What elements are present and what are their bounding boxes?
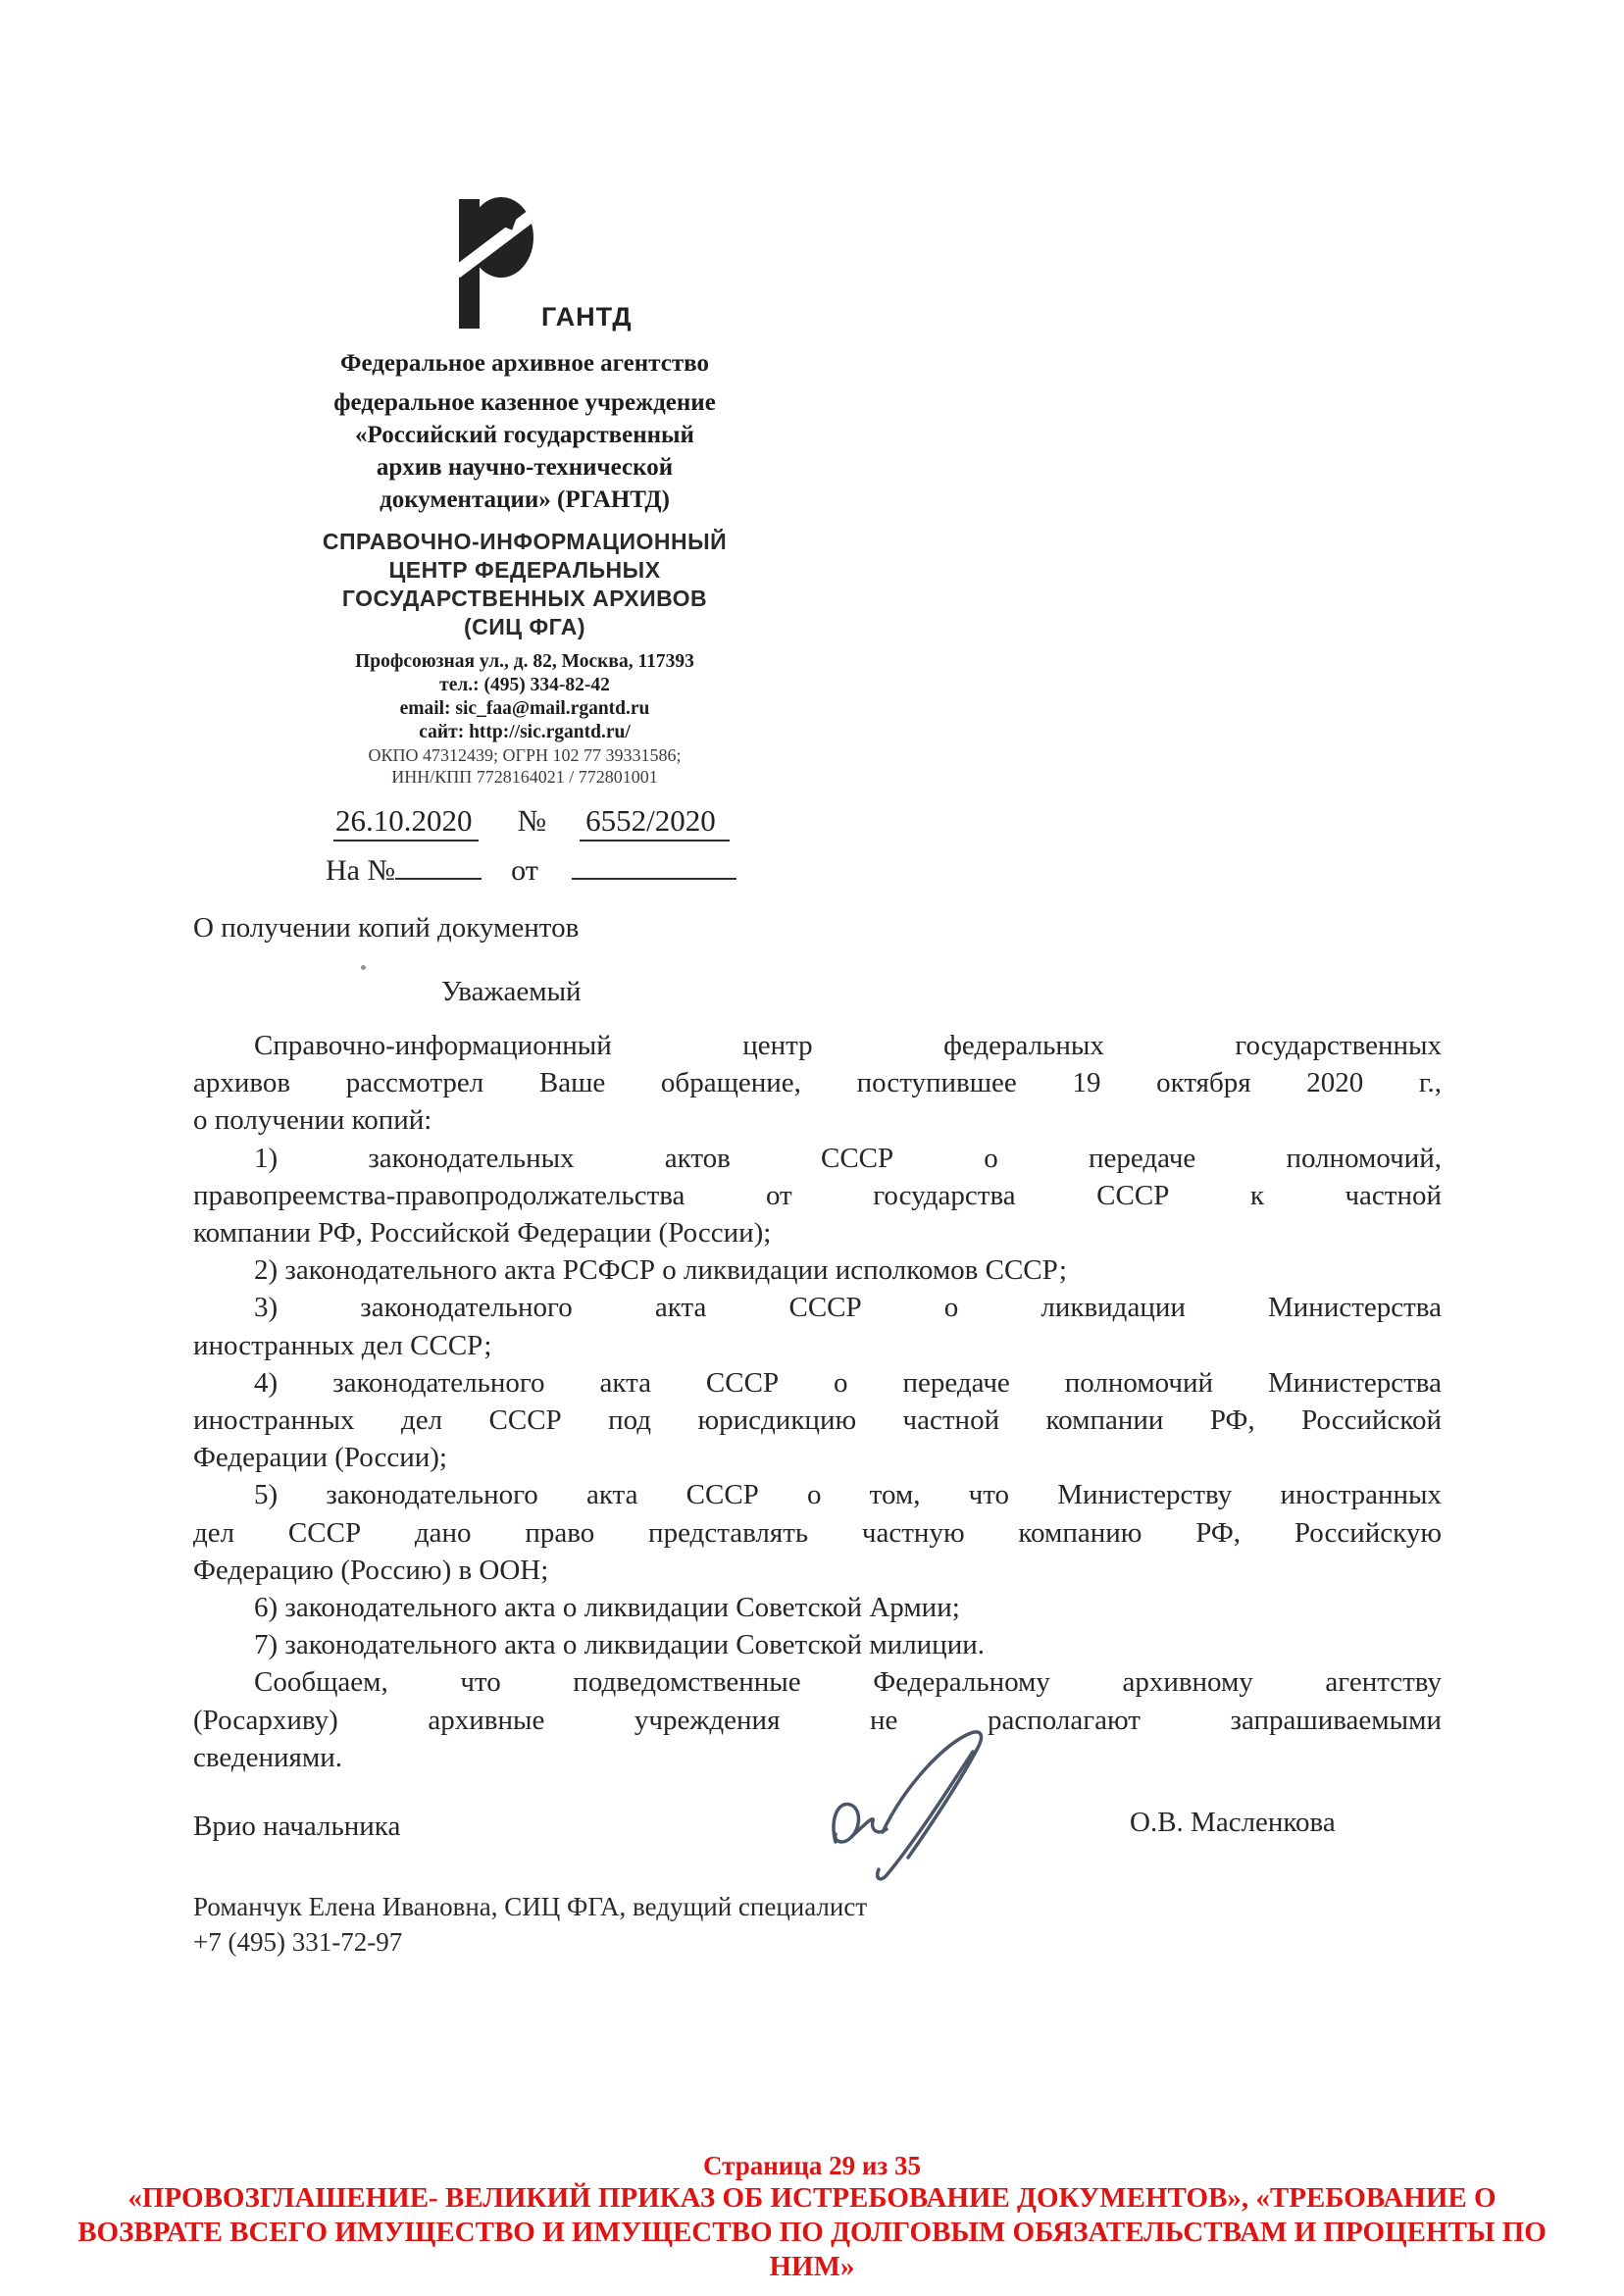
footer-title-line: НИМ» (769, 2251, 855, 2282)
institution-line: федеральное казенное учреждение (333, 389, 716, 416)
reference-row (265, 848, 785, 888)
ref-from-label: от (511, 854, 538, 887)
scan-speck (361, 965, 366, 970)
body-line: 1) законодательных актов СССР о передаче полномочий, (254, 1142, 1442, 1174)
ref-number-blank (395, 848, 482, 880)
footer-title-line: ВОЗВРАТЕ ВСЕГО ИМУЩЕСТВО И ИМУЩЕСТВО ПО ДОЛГОВЫМ ОБЯЗАТЕЛЬСТВАМ И ПРОЦЕНТЫ ПО (77, 2217, 1547, 2248)
body-line: 6) законодательного акта о ликвидации Советской Армии; (254, 1592, 960, 1624)
body-line: Сообщаем, что подведомственные Федеральному архивному агентству (254, 1666, 1442, 1699)
letter-date: 26.10.2020 (333, 803, 479, 842)
inn-kpp-line: ИНН/КПП 7728164021 / 772801001 (391, 767, 658, 787)
body-line: 4) законодательного акта СССР о передаче полномочий Министерства (254, 1366, 1442, 1399)
body-line: о получении копий: (193, 1104, 432, 1137)
salutation: Уважаемый (441, 976, 582, 1007)
institution-line: документации» (РГАНТД) (380, 486, 670, 513)
body-line: правопреемства-правопродолжательства от государства СССР к частной (193, 1179, 1442, 1211)
date-number-row (265, 803, 785, 842)
okpo-ogrn-line: ОКПО 47312439; ОГРН 102 77 39331586; (368, 745, 682, 765)
institution-line: «Российский государственный (355, 422, 694, 448)
letter-number: 6552/2020 (580, 803, 730, 842)
ref-date-blank (572, 848, 736, 880)
body-line: 2) законодательного акта РСФСР о ликвидации исполкомов СССР; (254, 1254, 1067, 1287)
website-line: сайт: http://sic.rgantd.ru/ (419, 722, 631, 742)
body-line: 7) законодательного акта о ликвидации Советской милиции. (254, 1629, 985, 1661)
rgantd-logo (441, 199, 633, 332)
body-line: Федерацию (Россию) в ООН; (193, 1554, 549, 1586)
center-name (265, 528, 785, 641)
signer-position: Врио начальника (193, 1811, 401, 1842)
email-line: email: sic_faa@mail.rgantd.ru (399, 698, 650, 719)
center-name-line: ГОСУДАРСТВЕННЫХ АРХИВОВ (341, 586, 708, 611)
institution-line: архив научно-технической (376, 454, 674, 481)
executor-name: Романчук Елена Ивановна, СИЦ ФГА, ведущий специалист (193, 1892, 868, 1921)
letter-body (193, 1027, 1442, 1776)
body-line: Справочно-информационный центр федеральных государственных (254, 1030, 1442, 1061)
page-footer (0, 2150, 1624, 2284)
body-line: 3) законодательного акта СССР о ликвидации Министерства (254, 1292, 1442, 1324)
phone-line: тел.: (495) 334-82-42 (439, 675, 610, 695)
contact-block (265, 650, 785, 788)
body-line: компании РФ, Российской Федерации (России); (193, 1217, 772, 1250)
postal-address: Профсоюзная ул., д. 82, Москва, 117393 (355, 651, 694, 672)
body-line: Федерации (России); (193, 1442, 447, 1474)
institution-name (265, 386, 785, 516)
body-line: иностранных дел СССР; (193, 1329, 492, 1361)
executor-phone: +7 (495) 331-72-97 (193, 1927, 403, 1957)
letterhead (265, 199, 785, 888)
body-line: дел СССР дано право представлять частную компанию РФ, Российскую (193, 1516, 1442, 1549)
center-name-line: ЦЕНТР ФЕДЕРАЛЬНЫХ (388, 557, 661, 583)
logo-text: ГАНТД (541, 302, 633, 332)
center-name-line: (СИЦ ФГА) (464, 614, 585, 639)
body-line: (Росархиву) архивные учреждения не располагают запрашиваемыми (193, 1704, 1442, 1736)
page-number-label: Страница 29 из 35 (702, 2151, 922, 2180)
footer-title-line: «ПРОВОЗГЛАШЕНИЕ- ВЕЛИКИЙ ПРИКАЗ ОБ ИСТРЕБОВАНИЕ ДОКУМЕНТОВ», «ТРЕБОВАНИЕ О (127, 2182, 1497, 2214)
executor-block (193, 1889, 867, 1960)
body-line: иностранных дел СССР под юрисдикцию частной компании РФ, Российской (193, 1404, 1442, 1437)
body-line: сведениями. (193, 1741, 343, 1773)
subject-line: О получении копий документов (193, 912, 580, 944)
ref-label: На № (326, 854, 396, 887)
signer-name: О.В. Масленкова (1130, 1807, 1336, 1838)
number-sign: № (517, 803, 547, 838)
body-line: архивов рассмотрел Ваше обращение, поступившее 19 октября 2020 г., (193, 1067, 1442, 1099)
agency-name: Федеральное архивное агентство (340, 350, 709, 377)
center-name-line: СПРАВОЧНО-ИНФОРМАЦИОННЫЙ (322, 529, 728, 554)
handwritten-signature (822, 1726, 1013, 1893)
body-line: 5) законодательного акта СССР о том, что Министерству иностранных (254, 1479, 1442, 1511)
